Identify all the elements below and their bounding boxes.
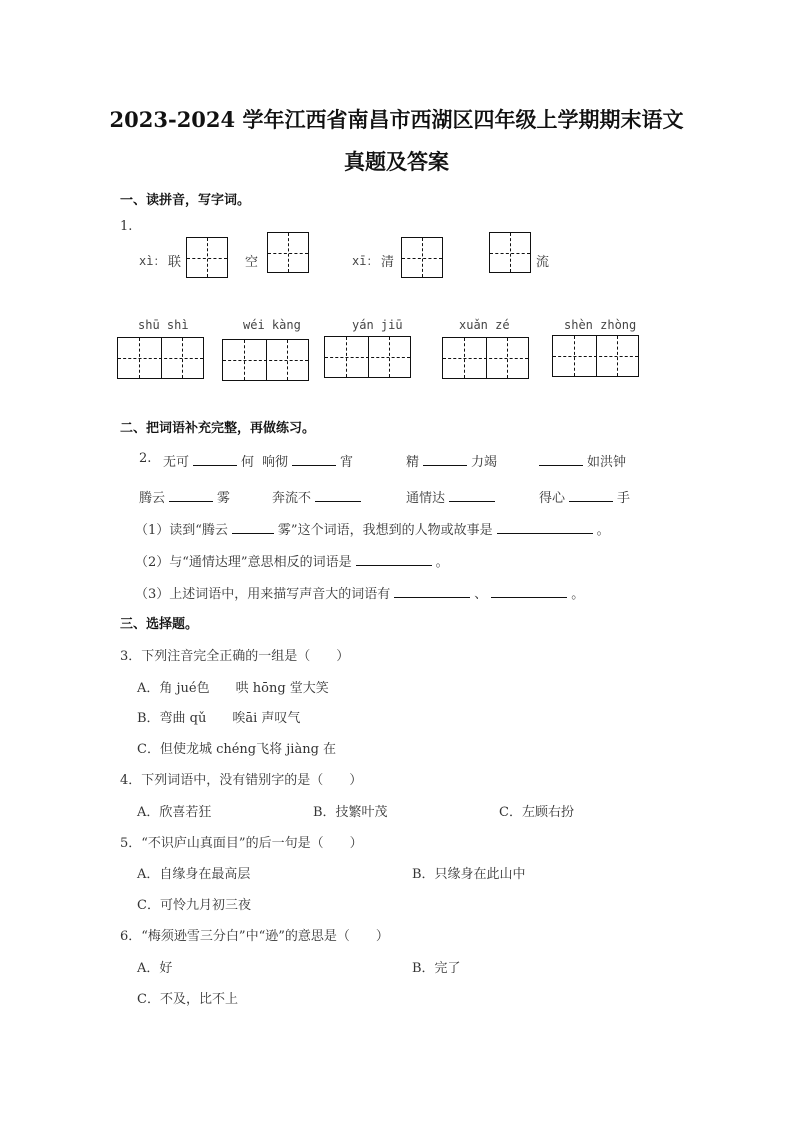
question-3-stem: 3．下列注音完全正确的一组是（ ） xyxy=(120,649,350,664)
question-5-stem: 5．“不识庐山真面目”的后一句是（ ） xyxy=(120,836,363,851)
pinyin-label: xuǎn zé xyxy=(459,318,510,332)
writing-box-pair[interactable] xyxy=(324,336,411,378)
fill-item: 得心 手 xyxy=(539,491,631,506)
fill-item: 响彻 宵 xyxy=(262,455,354,470)
pinyin-label: wéi kàng xyxy=(243,318,301,332)
section3-heading: 三、选择题。 xyxy=(120,617,199,632)
section1-heading: 一、读拼音，写字词。 xyxy=(120,193,251,208)
option-a[interactable]: A．角 jué色 哄 hōng 堂大笑 xyxy=(137,681,329,696)
section2-heading: 二、把词语补充完整，再做练习。 xyxy=(120,421,316,436)
fill-blank[interactable] xyxy=(292,453,336,466)
fill-blank[interactable] xyxy=(193,453,237,466)
fill-item: 精 力竭 xyxy=(406,455,498,470)
word-char: 清 xyxy=(381,255,395,270)
fill-blank[interactable] xyxy=(423,453,467,466)
word-char: 流 xyxy=(536,255,550,270)
writing-box-pair[interactable] xyxy=(222,339,309,381)
q1-number: 1. xyxy=(120,219,133,234)
subquestion-1: （1）读到“腾云 雾”这个词语，我想到的人物或故事是 。 xyxy=(135,523,610,538)
option-b[interactable]: B．只缘身在此山中 xyxy=(412,867,526,882)
q2-number: 2. xyxy=(139,451,152,466)
fill-blank[interactable] xyxy=(539,453,583,466)
question-6-stem: 6．“梅须逊雪三分白”中“逊”的意思是（ ） xyxy=(120,929,389,944)
writing-box-pair[interactable] xyxy=(552,335,639,377)
option-c[interactable]: C．可怜九月初三夜 xyxy=(137,898,251,913)
fill-item: 腾云 雾 xyxy=(139,491,231,506)
writing-box-pair[interactable] xyxy=(117,337,204,379)
fill-item: 奔流不 xyxy=(272,487,365,506)
fill-blank[interactable] xyxy=(232,521,274,534)
fill-blank[interactable] xyxy=(169,489,213,502)
fill-item: 通情达 xyxy=(406,487,499,506)
writing-box[interactable] xyxy=(186,237,228,278)
document-title-line2: 真题及答案 xyxy=(344,149,449,174)
option-c[interactable]: C．但使龙城 chéng飞将 jiàng 在 xyxy=(137,742,337,757)
fill-item: 如洪钟 xyxy=(535,451,626,470)
writing-box[interactable] xyxy=(267,232,309,273)
option-a[interactable]: A．自缘身在最高层 xyxy=(137,867,251,882)
pinyin-label: xī： xyxy=(352,254,379,268)
pinyin-label: yán jiū xyxy=(352,318,403,332)
pinyin-label: shèn zhòng xyxy=(564,318,637,332)
subquestion-2: （2）与“通情达理”意思相反的词语是 。 xyxy=(135,555,449,570)
writing-box[interactable] xyxy=(489,232,531,273)
option-b[interactable]: B．弯曲 qǔ 唉āi 声叹气 xyxy=(137,711,301,726)
answer-blank[interactable] xyxy=(491,585,567,598)
fill-item: 无可 何 xyxy=(163,455,255,470)
answer-blank[interactable] xyxy=(356,553,432,566)
answer-blank[interactable] xyxy=(497,521,593,534)
answer-blank[interactable] xyxy=(394,585,470,598)
subquestion-3: （3）上述词语中，用来描写声音大的词语有 、 。 xyxy=(135,587,585,602)
question-4-stem: 4．下列词语中，没有错别字的是（ ） xyxy=(120,773,363,788)
pinyin-label: shū shì xyxy=(138,318,189,332)
option-c[interactable]: C．不及，比不上 xyxy=(137,992,238,1007)
fill-blank[interactable] xyxy=(449,489,495,502)
option-a[interactable]: A．欣喜若狂 xyxy=(137,805,212,820)
option-c[interactable]: C．左顾右扮 xyxy=(499,805,574,820)
pinyin-label: xì： xyxy=(139,254,166,268)
word-char: 联 xyxy=(168,255,182,270)
option-a[interactable]: A．好 xyxy=(137,961,173,976)
document-title-line1: 2023-2024 学年江西省南昌市西湖区四年级上学期期末语文 xyxy=(109,107,684,132)
option-b[interactable]: B．完了 xyxy=(412,961,461,976)
writing-box-pair[interactable] xyxy=(442,337,529,379)
fill-blank[interactable] xyxy=(569,489,613,502)
word-char: 空 xyxy=(245,255,259,270)
option-b[interactable]: B．技繁叶茂 xyxy=(313,805,388,820)
fill-blank[interactable] xyxy=(315,489,361,502)
writing-box[interactable] xyxy=(401,237,443,278)
